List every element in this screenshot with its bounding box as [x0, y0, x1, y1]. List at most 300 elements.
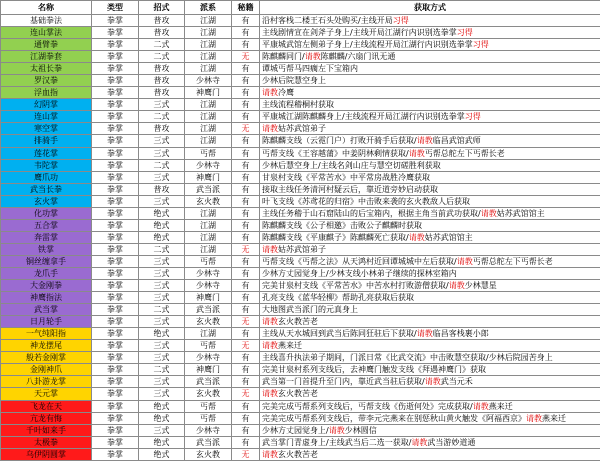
source-segment: 平康城武馆左侧弟子身上/主线流程开局江湖行内识别选拳掌 [262, 40, 473, 49]
skill-source-cell [260, 27, 600, 39]
skill-type-cell: 拳掌 [92, 75, 139, 87]
skill-source-cell [260, 111, 600, 123]
skill-type-cell: 拳掌 [92, 376, 139, 388]
table-row [1, 436, 600, 448]
skill-secret-cell: 有 [232, 292, 260, 304]
skill-secret-cell: 无 [232, 51, 260, 63]
skill-secret-cell: 有 [232, 75, 260, 87]
skill-secret-cell: 有 [232, 99, 260, 111]
source-segment: 习得 [393, 16, 409, 25]
skill-source-cell [260, 75, 600, 87]
skill-faction-cell: 江湖 [185, 328, 232, 340]
source-segment: 临昌客栈裹小郎 [433, 329, 489, 338]
table-row [1, 75, 600, 87]
source-segment: 习得 [473, 40, 489, 49]
skill-name-cell: 铁掌 [1, 243, 92, 255]
skill-secret-cell: 有 [232, 195, 260, 207]
table-row [1, 87, 600, 99]
skill-faction-cell: 江湖 [185, 111, 232, 123]
source-segment: 少林后院慧空身上 [262, 76, 326, 85]
skill-type-cell: 拳掌 [92, 219, 139, 231]
skill-secret-cell: 无 [232, 316, 260, 328]
skill-name-cell: 飞龙在天 [1, 400, 92, 412]
skill-secret-cell: 有 [232, 207, 260, 219]
skill-move-cell: 绝式 [139, 231, 185, 243]
skill-name-cell: 基础拳法 [1, 15, 92, 27]
skill-source-cell [260, 147, 600, 159]
skill-faction-cell: 神鹰门 [185, 87, 232, 99]
skill-move-cell: 普攻 [139, 15, 185, 27]
table-row [1, 195, 600, 207]
skill-move-cell: 二式 [139, 39, 185, 51]
source-segment: 请教 [417, 136, 433, 145]
table-body [1, 15, 600, 461]
skill-name-cell: 八卦游龙掌 [1, 376, 92, 388]
skill-faction-cell: 江湖 [185, 243, 232, 255]
skill-source-cell [260, 171, 600, 183]
source-segment: 陈麒麟/六扇门讯无通 [321, 52, 396, 61]
source-segment: 请教 [329, 426, 345, 435]
header-name: 名称 [1, 1, 92, 15]
skill-source-cell [260, 243, 600, 255]
source-segment: 丐帮总舵左下丐帮长老 [425, 149, 505, 158]
header-move: 招式 [139, 1, 185, 15]
skill-name-cell: 金刚神爪 [1, 364, 92, 376]
skill-secret-cell: 有 [232, 63, 260, 75]
skill-name-cell: 玄火掌 [1, 195, 92, 207]
skill-secret-cell: 无 [232, 243, 260, 255]
skill-move-cell: 绝式 [139, 328, 185, 340]
skill-faction-cell: 玄火教 [185, 388, 232, 400]
skill-secret-cell: 有 [232, 436, 260, 448]
skill-faction-cell: 玄火教 [185, 195, 232, 207]
skill-faction-cell: 武当派 [185, 183, 232, 195]
source-segment: 请教 [262, 317, 278, 326]
source-segment: 习得 [457, 28, 473, 37]
source-segment: 完美完成丐帮系列支线后，丐帮支线《伤逝何处》完成获取/ [262, 402, 473, 411]
skill-type-cell: 拳掌 [92, 436, 139, 448]
skill-move-cell: 三式 [139, 195, 185, 207]
skill-faction-cell: 神鹰门 [185, 292, 232, 304]
skill-secret-cell: 有 [232, 364, 260, 376]
table-row [1, 352, 600, 364]
table-row [1, 316, 600, 328]
skill-move-cell: 三式 [139, 424, 185, 436]
skill-secret-cell: 有 [232, 376, 260, 388]
skill-type-cell: 拳掌 [92, 111, 139, 123]
source-segment: 冷鹰 [278, 88, 294, 97]
table-row [1, 39, 600, 51]
source-segment: 姑苏武馆馆主 [497, 209, 545, 218]
table-row [1, 135, 600, 147]
table-row [1, 111, 600, 123]
skill-move-cell: 普攻 [139, 63, 185, 75]
skill-source-cell [260, 255, 600, 267]
skill-name-cell: 乌伊阴圆掌 [1, 448, 92, 460]
skill-name-cell: 罗汉拳 [1, 75, 92, 87]
skill-name-cell: 幻阴掌 [1, 99, 92, 111]
skill-move-cell: 三式 [139, 352, 185, 364]
table-row [1, 340, 600, 352]
skill-faction-cell: 玄火教 [185, 448, 232, 460]
skill-type-cell: 拳掌 [92, 316, 139, 328]
skill-faction-cell: 神鹰门 [185, 364, 232, 376]
skill-source-cell [260, 63, 600, 75]
skill-type-cell: 拳掌 [92, 304, 139, 316]
skill-source-cell [260, 304, 600, 316]
source-segment: 请教 [417, 329, 433, 338]
skill-move-cell: 二式 [139, 111, 185, 123]
header-type: 类型 [92, 1, 139, 15]
skill-name-cell: 大金刚拳 [1, 280, 92, 292]
skill-type-cell: 拳掌 [92, 292, 139, 304]
table-row [1, 123, 600, 135]
skill-type-cell: 拳掌 [92, 424, 139, 436]
source-segment: 请教 [473, 402, 489, 411]
skill-source-cell [260, 292, 600, 304]
source-segment: 请教 [262, 245, 278, 254]
skill-faction-cell: 少林寺 [185, 352, 232, 364]
skill-source-cell [260, 328, 600, 340]
source-segment: 请教 [481, 209, 497, 218]
skill-secret-cell: 有 [232, 183, 260, 195]
skill-name-cell: 铜丝缠拿手 [1, 255, 92, 267]
skill-name-cell: 日月轮手 [1, 316, 92, 328]
skill-move-cell: 二式 [139, 364, 185, 376]
skill-type-cell: 拳掌 [92, 255, 139, 267]
skill-secret-cell: 有 [232, 39, 260, 51]
skill-faction-cell: 少林寺 [185, 280, 232, 292]
skill-move-cell: 绝式 [139, 207, 185, 219]
skill-source-cell [260, 400, 600, 412]
source-segment: 陈麒麟同门/ [262, 52, 305, 61]
source-segment: 少林圆信 [345, 426, 377, 435]
source-segment: 陈麒麟支线《公子相邀》击败公子麒麟时获取 [262, 221, 422, 230]
skill-type-cell: 拳掌 [92, 448, 139, 460]
source-segment: 请教 [449, 281, 465, 290]
skill-faction-cell: 江湖 [185, 39, 232, 51]
skill-secret-cell: 有 [232, 255, 260, 267]
skill-secret-cell: 无 [232, 123, 260, 135]
table-row [1, 159, 600, 171]
table-row [1, 388, 600, 400]
skill-move-cell: 绝式 [139, 412, 185, 424]
skill-type-cell: 拳掌 [92, 51, 139, 63]
skill-type-cell: 拳掌 [92, 328, 139, 340]
table-row [1, 15, 600, 27]
source-segment: 陈麒麟支线《平康麒子》陈麒麟死亡获取/ [262, 233, 409, 242]
skill-move-cell: 普攻 [139, 123, 185, 135]
skill-move-cell: 二式 [139, 243, 185, 255]
skill-name-cell: 通臂拳 [1, 39, 92, 51]
skill-faction-cell: 玄火教 [185, 316, 232, 328]
skill-move-cell: 二式 [139, 159, 185, 171]
skill-type-cell: 拳掌 [92, 183, 139, 195]
table-row [1, 364, 600, 376]
table-row [1, 400, 600, 412]
skill-secret-cell: 有 [232, 171, 260, 183]
skill-secret-cell: 有 [232, 400, 260, 412]
source-segment: 完美完成丐帮系列支线后，带李元完燕来在别惩秋山黄火触发《阿福西京》 [262, 414, 526, 423]
skill-source-cell [260, 316, 600, 328]
source-segment: 玄火教苦老 [278, 389, 318, 398]
skill-source-cell [260, 436, 600, 448]
skill-faction-cell: 丐帮 [185, 147, 232, 159]
skill-name-cell: 江湖拳套 [1, 51, 92, 63]
skill-move-cell: 三式 [139, 388, 185, 400]
skill-faction-cell: 少林寺 [185, 267, 232, 279]
skill-source-cell [260, 39, 600, 51]
skill-source-cell [260, 364, 600, 376]
source-segment: 请教 [305, 52, 321, 61]
skill-faction-cell: 武当派 [185, 436, 232, 448]
source-segment: 孔亮支线《蓝华轻柳》帮助孔亮获取后获取 [262, 293, 414, 302]
skill-move-cell: 三式 [139, 280, 185, 292]
table-row [1, 99, 600, 111]
skill-faction-cell: 少林寺 [185, 159, 232, 171]
skill-name-cell: 连山掌法 [1, 27, 92, 39]
skill-move-cell: 三式 [139, 255, 185, 267]
skill-source-cell [260, 51, 600, 63]
skill-type-cell: 拳掌 [92, 340, 139, 352]
table-row [1, 171, 600, 183]
skill-secret-cell: 有 [232, 280, 260, 292]
skill-source-cell [260, 123, 600, 135]
table-row [1, 280, 600, 292]
skill-faction-cell: 神鹰门 [185, 171, 232, 183]
skill-name-cell: 一气纯阳指 [1, 328, 92, 340]
skill-source-cell [260, 135, 600, 147]
skill-faction-cell: 江湖 [185, 231, 232, 243]
skill-faction-cell: 江湖 [185, 99, 232, 111]
skill-faction-cell: 丐帮 [185, 400, 232, 412]
skill-faction-cell: 江湖 [185, 63, 232, 75]
skill-faction-cell: 武当派 [185, 376, 232, 388]
skill-source-cell [260, 352, 600, 364]
source-segment: 少林后慧空身上/主线名剑山庄与慧空切磋胜利获取 [262, 161, 441, 170]
source-segment: 武当游妙道通 [427, 438, 475, 447]
table-row [1, 27, 600, 39]
source-segment: 沿村客栈二楼王石头处购买/主线开局 [262, 16, 393, 25]
source-segment: 完美甘泉村系列支线后，去神鹰门触发支线《拜遇神鹰门》获取 [262, 365, 486, 374]
source-segment: 陈麒麟支线（云霓门户）打败开骑手后获取/ [262, 136, 417, 145]
skill-source-cell [260, 183, 600, 195]
source-segment: 少林方丈园觉身上/ [262, 426, 329, 435]
skill-faction-cell: 江湖 [185, 207, 232, 219]
source-segment: 丐帮支线《王容越蒲》中姜阴林剩情获取/ [262, 149, 409, 158]
source-segment: 平康城江湖陈麒麟身上/主线流程开局江湖行内识别选拳掌 [262, 112, 465, 121]
skill-type-cell: 拳掌 [92, 171, 139, 183]
skill-type-cell: 拳掌 [92, 280, 139, 292]
source-segment: 丐帮总舵左下丐帮长老 [473, 257, 553, 266]
skill-name-cell: 化功掌 [1, 207, 92, 219]
skill-name-cell: 五合掌 [1, 219, 92, 231]
header-secret: 秘籍 [232, 1, 260, 15]
skill-move-cell: 绝式 [139, 400, 185, 412]
table-row [1, 207, 600, 219]
skill-name-cell: 太祖长拳 [1, 63, 92, 75]
skill-type-cell: 拳掌 [92, 27, 139, 39]
source-segment: 姑苏武馆馆主 [425, 233, 473, 242]
skill-name-cell: 寒空掌 [1, 123, 92, 135]
skill-type-cell: 拳掌 [92, 267, 139, 279]
skill-faction-cell: 江湖 [185, 27, 232, 39]
skill-type-cell: 拳掌 [92, 63, 139, 75]
skill-type-cell: 拳掌 [92, 99, 139, 111]
source-segment: 请教 [411, 438, 427, 447]
skill-move-cell: 二式 [139, 51, 185, 63]
table-row [1, 328, 600, 340]
skill-move-cell: 三式 [139, 135, 185, 147]
skill-secret-cell: 有 [232, 267, 260, 279]
source-segment: 武当元禾 [441, 377, 473, 386]
skill-name-cell: 连山掌 [1, 111, 92, 123]
table-row [1, 147, 600, 159]
source-segment: 请教 [409, 233, 425, 242]
source-segment: 大地图武当派门的元真身上 [262, 305, 358, 314]
source-segment: 请教 [425, 377, 441, 386]
skill-source-cell [260, 267, 600, 279]
skill-secret-cell: 有 [232, 424, 260, 436]
skill-move-cell: 三式 [139, 267, 185, 279]
table-row [1, 231, 600, 243]
skill-source-cell [260, 99, 600, 111]
source-segment: 谭城丐帮马四瘸左下宝箱内 [262, 64, 358, 73]
skill-move-cell: 三式 [139, 99, 185, 111]
skill-faction-cell: 江湖 [185, 51, 232, 63]
source-segment: 主线任务稽于山石窟陆山的后宝箱内，根据主角当前武功获取/ [262, 209, 481, 218]
skill-source-cell [260, 448, 600, 460]
skill-source-cell [260, 424, 600, 436]
skill-name-cell: 武当掌 [1, 304, 92, 316]
skill-secret-cell: 无 [232, 340, 260, 352]
skill-type-cell: 拳掌 [92, 195, 139, 207]
skill-type-cell: 拳掌 [92, 159, 139, 171]
skill-name-cell: 奔雷掌 [1, 231, 92, 243]
skill-secret-cell: 无 [232, 388, 260, 400]
source-segment: 甘泉村支线《平常苦水》中平常房战胜冷鹰获取 [262, 173, 430, 182]
skill-faction-cell: 江湖 [185, 15, 232, 27]
skill-name-cell: 千叶如来手 [1, 424, 92, 436]
skill-name-cell: 龙爪手 [1, 267, 92, 279]
skill-name-cell: 排骑手 [1, 135, 92, 147]
table-row [1, 376, 600, 388]
skill-source-cell [260, 207, 600, 219]
skill-name-cell: 鹰爪功 [1, 171, 92, 183]
skill-secret-cell: 无 [232, 448, 260, 460]
table-header-row [1, 1, 600, 15]
skill-move-cell: 普攻 [139, 183, 185, 195]
skill-type-cell: 拳掌 [92, 15, 139, 27]
skill-source-cell [260, 388, 600, 400]
table-row [1, 51, 600, 63]
skill-move-cell: 普攻 [139, 87, 185, 99]
source-segment: 丐帮支线《丐帮之法》从天鸿村近回谭城城中左后获取/ [262, 257, 457, 266]
source-segment: 主线剧情宣在剑斧子身上/主线开局江湖行内识别选拳掌 [262, 28, 457, 37]
source-segment: 请教 [457, 257, 473, 266]
source-segment: 燕来迁 [489, 402, 513, 411]
skill-faction-cell: 江湖 [185, 219, 232, 231]
skill-move-cell: 三式 [139, 147, 185, 159]
skill-type-cell: 拳掌 [92, 412, 139, 424]
skill-type-cell: 拳掌 [92, 123, 139, 135]
source-segment: 叶飞支线《苏鸢花的归宿》中击败来袭的玄火教敌人后获取 [262, 197, 470, 206]
skill-faction-cell: 丐帮 [185, 340, 232, 352]
skill-faction-cell: 少林寺 [185, 75, 232, 87]
table-row [1, 243, 600, 255]
source-segment: 武当掌门青虚身上/主线武当后二选一获取/ [262, 438, 411, 447]
table-row [1, 292, 600, 304]
skill-move-cell: 绝式 [139, 448, 185, 460]
source-segment: 完美甘泉村支线《平常苦水》中苦水村打败游僧获取/ [262, 281, 449, 290]
skill-type-cell: 拳掌 [92, 231, 139, 243]
skill-move-cell: 三式 [139, 171, 185, 183]
skill-source-cell [260, 376, 600, 388]
skill-move-cell: 普攻 [139, 27, 185, 39]
table-row [1, 255, 600, 267]
skill-source-cell [260, 231, 600, 243]
source-segment: 主线从天水城回到武当后陈同狂驻后下获取/ [262, 329, 417, 338]
source-segment: 燕来迁 [542, 414, 566, 423]
skill-name-cell: 神鹰指法 [1, 292, 92, 304]
skill-move-cell: 普攻 [139, 75, 185, 87]
skill-faction-cell: 江湖 [185, 123, 232, 135]
skill-move-cell: 三式 [139, 292, 185, 304]
skill-type-cell: 拳掌 [92, 207, 139, 219]
table-row [1, 63, 600, 75]
skill-secret-cell: 有 [232, 328, 260, 340]
skill-secret-cell: 有 [232, 27, 260, 39]
skill-source-cell [260, 195, 600, 207]
source-segment: 主线流程稽桐村获取 [262, 100, 334, 109]
skill-source-cell [260, 87, 600, 99]
skill-faction-cell: 丐帮 [185, 412, 232, 424]
skill-type-cell: 拳掌 [92, 87, 139, 99]
skill-type-cell: 拳掌 [92, 388, 139, 400]
source-segment: 习得 [465, 112, 481, 121]
skill-faction-cell: 江湖 [185, 135, 232, 147]
source-segment: 临昌武馆武师 [433, 136, 481, 145]
skill-name-cell: 莲花掌 [1, 147, 92, 159]
skill-name-cell: 浮血指 [1, 87, 92, 99]
table-row [1, 412, 600, 424]
skill-source-cell [260, 159, 600, 171]
skill-type-cell: 拳掌 [92, 400, 139, 412]
skill-secret-cell: 有 [232, 159, 260, 171]
source-segment: 请教 [262, 88, 278, 97]
source-segment: 主线喜升执法弟子期间，门派日常《比武交流》中击败慧空获取/少林后院园苦身上 [262, 353, 553, 362]
skill-name-cell: 武当长拳 [1, 183, 92, 195]
source-segment: 燕来迁 [278, 341, 302, 350]
skill-name-cell: 亢龙有悔 [1, 412, 92, 424]
skill-move-cell: 绝式 [139, 436, 185, 448]
skill-faction-cell: 少林寺 [185, 424, 232, 436]
skill-type-cell: 拳掌 [92, 147, 139, 159]
source-segment: 玄火教苦老 [278, 317, 318, 326]
source-segment: 请教 [262, 389, 278, 398]
table-row [1, 448, 600, 460]
skill-move-cell: 三式 [139, 340, 185, 352]
skill-source-cell [260, 412, 600, 424]
skill-name-cell: 天元掌 [1, 388, 92, 400]
skill-source-cell [260, 340, 600, 352]
skill-move-cell: 三式 [139, 376, 185, 388]
source-segment: 请教 [262, 124, 278, 133]
source-segment: 请教 [409, 149, 425, 158]
source-segment: 接取主线任务清河村疑云后，靠近道旁妙启动获取 [262, 185, 438, 194]
source-segment: 少林慧星 [465, 281, 497, 290]
source-segment: 少林方丈园觉身上/少林支线小林弟子继续的探林室箱内 [262, 269, 457, 278]
